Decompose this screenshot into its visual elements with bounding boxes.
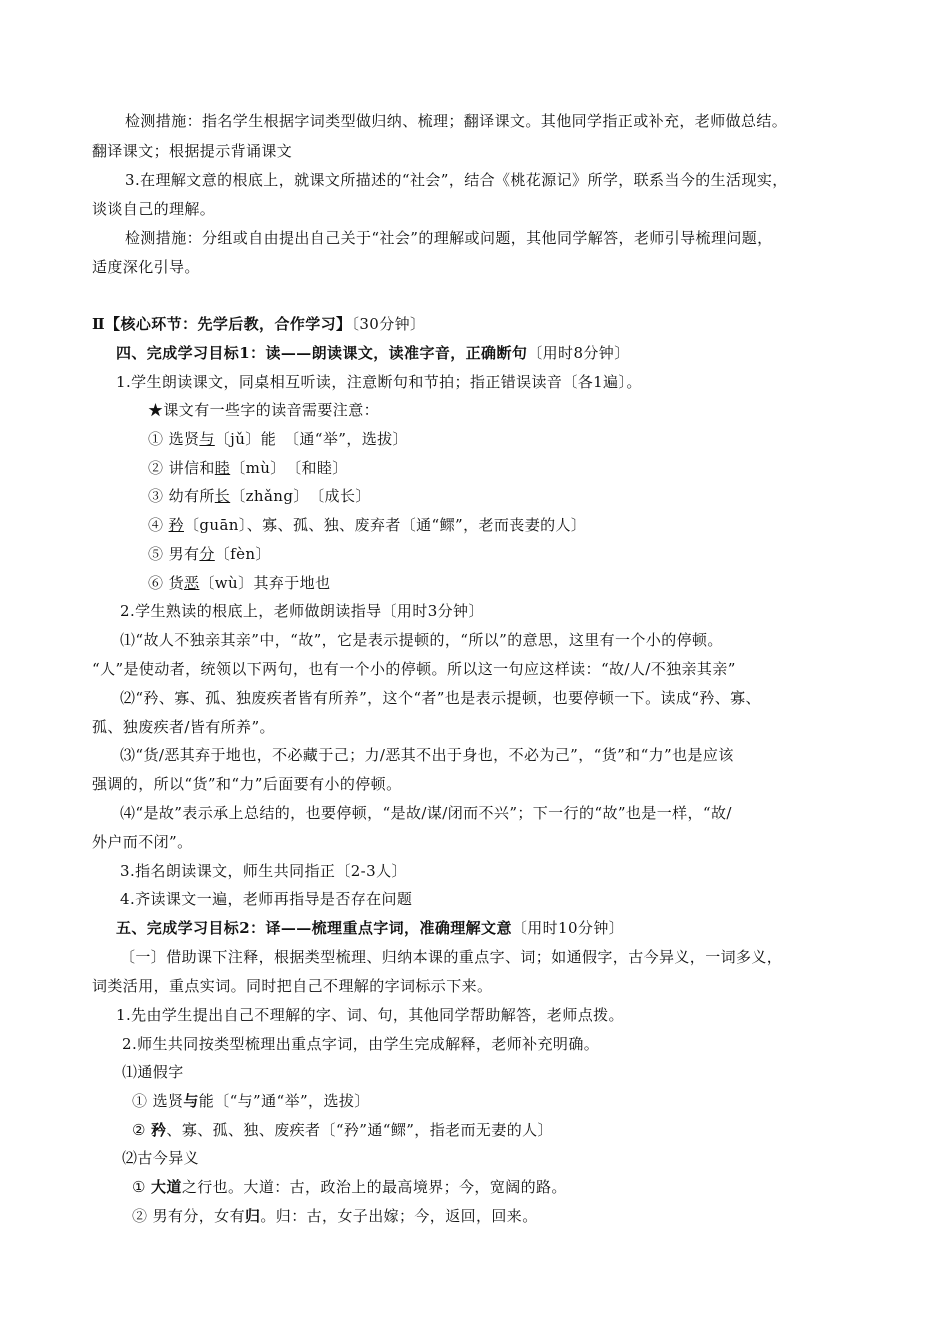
guide-line: “人”是使动者，统领以下两句，也有一个小的停顿。所以这一句应这样读：“故/人/不独亲其亲”	[92, 660, 736, 678]
text-line: 2.学生熟读的根底上，老师做朗读指导〔用时3分钟〕	[120, 602, 484, 620]
section-title: Ⅱ【核心环节：先学后教，合作学习】	[92, 315, 352, 333]
underlined-char: 分	[199, 545, 215, 563]
underlined-char: 矜	[168, 516, 184, 534]
item-prefix: ④	[148, 516, 169, 534]
text-line: 3.在理解文意的根底上，就课文所描述的“社会”，结合《桃花源记》所学，联系当今的生活现实，	[125, 171, 788, 189]
item-prefix: ② 男有分，女有	[132, 1207, 245, 1225]
pronunciation-item	[148, 458, 348, 478]
item-prefix: ⑤ 男有	[148, 545, 200, 563]
pronunciation-item	[148, 429, 408, 449]
item-note: 〔jǔ〕能 〔通“举”，选拔〕	[214, 430, 408, 448]
key-char: 归	[244, 1207, 261, 1225]
goal-title: 五、完成学习目标2：译——梳理重点字词，准确理解文意	[116, 919, 512, 937]
goal-time: 〔用时8分钟〕	[527, 344, 630, 362]
pronunciation-item	[148, 573, 330, 593]
guide-line: 外户而不闭”。	[92, 833, 193, 851]
text-line: 〔一〕借助课下注释，根据类型梳理、归纳本课的重点字、词；如通假字，古今异义，一词多义，	[120, 948, 783, 966]
guide-line: ⑴“故人不独亲其亲”中，“故”，它是表示提顿的，“所以”的意思，这里有一个小的停顿。	[120, 631, 723, 649]
item-prefix: ① 选贤	[148, 430, 200, 448]
text-line: 适度深化引导。	[92, 258, 200, 276]
vocab-item	[132, 1120, 553, 1140]
pronunciation-note: ★课文有一些字的读音需要注意：	[148, 401, 380, 419]
text-line: 检测措施：指名学生根据字词类型做归纳、梳理；翻译课文。其他同学指正或补充，老师做总结。	[125, 112, 788, 130]
goal-title: 四、完成学习目标1：读——朗读课文，读准字音，正确断句	[116, 344, 528, 362]
pronunciation-item	[148, 486, 371, 506]
item-prefix: ②	[132, 1121, 152, 1139]
underlined-char: 睦	[214, 459, 231, 477]
section-time: 〔30分钟〕	[351, 315, 426, 333]
guide-line: 强调的，所以“货”和“力”后面要有小的停顿。	[92, 775, 402, 793]
item-prefix: ③ 幼有所	[148, 487, 215, 505]
item-prefix: ① 选贤	[132, 1092, 184, 1110]
key-char: 与	[183, 1092, 199, 1110]
item-note: 〔mù〕 〔和睦〕	[230, 459, 348, 477]
category-label: ⑴通假字	[122, 1063, 184, 1081]
guide-line: ⑵“矜、寡、孤、独废疾者皆有所养”，这个“者”也是表示提顿，也要停顿一下。读成“矜、寡、	[120, 689, 761, 707]
underlined-char: 长	[214, 487, 231, 505]
item-note: 〔zhǎng〕 〔成长〕	[230, 487, 371, 505]
text-line: 4.齐读课文一遍，老师再指导是否存在问题	[120, 890, 413, 908]
vocab-item	[132, 1206, 538, 1226]
item-note: 、寡、孤、独、废疾者〔“矜”通“鳏”，指老而无妻的人〕	[166, 1121, 553, 1139]
guide-line: 孤、独废疾者/皆有所养”。	[92, 718, 275, 736]
guide-line: ⑶“货/恶其弃于地也，不必藏于己；力/恶其不出于身也，不必为己”，“货”和“力”也是应该	[120, 746, 734, 764]
text-line: 2.师生共同按类型梳理出重点字词，由学生完成解释，老师补充明确。	[122, 1035, 600, 1053]
vocab-item	[132, 1177, 567, 1197]
item-prefix: ② 讲信和	[148, 459, 215, 477]
underlined-char: 与	[199, 430, 215, 448]
goal-time: 〔用时10分钟〕	[511, 919, 625, 937]
goal-heading	[116, 343, 630, 363]
text-line: 3.指名朗读课文，师生共同指正〔2-3人〕	[120, 862, 407, 880]
category-label: ⑵古今异义	[122, 1149, 200, 1167]
pronunciation-item	[148, 515, 586, 535]
pronunciation-item	[148, 544, 271, 564]
item-note: 〔guān〕、寡、孤、独、废弃者〔通“鳏”，老而丧妻的人〕	[183, 516, 587, 534]
item-prefix: ①	[132, 1178, 152, 1196]
item-prefix: ⑥ 货	[148, 574, 184, 592]
section-heading	[92, 314, 425, 334]
text-line: 谈谈自己的理解。	[92, 200, 216, 218]
text-line: 1.学生朗读课文，同桌相互听读，注意断句和节拍；指正错误读音〔各1遍〕。	[116, 373, 642, 391]
text-line: 1.先由学生提出自己不理解的字、词、句，其他同学帮助解答，老师点拨。	[116, 1006, 624, 1024]
text-line: 翻译课文；根据提示背诵课文	[92, 142, 293, 160]
guide-line: ⑷“是故”表示承上总结的，也要停顿，“是故/谋/闭而不兴”；下一行的“故”也是一样，“故/	[120, 804, 732, 822]
item-note: 〔fèn〕	[214, 545, 271, 563]
goal-heading	[116, 918, 624, 938]
item-note: 之行也。大道：古，政治上的最高境界；今，宽阔的路。	[181, 1178, 567, 1196]
key-char: 大道	[151, 1178, 182, 1196]
text-line: 检测措施：分组或自由提出自己关于“社会”的理解或问题，其他同学解答，老师引导梳理问题，	[125, 229, 773, 247]
item-note: 。归：古，女子出嫁；今，返回，回来。	[260, 1207, 538, 1225]
underlined-char: 恶	[183, 574, 200, 592]
item-note: 〔wù〕其弃于地也	[199, 574, 331, 592]
key-char: 矜	[151, 1121, 167, 1139]
item-note: 能〔“与”通“举”，选拔〕	[198, 1092, 370, 1110]
text-line: 词类活用，重点实词。同时把自己不理解的字词标示下来。	[92, 977, 493, 995]
vocab-item	[132, 1091, 370, 1111]
